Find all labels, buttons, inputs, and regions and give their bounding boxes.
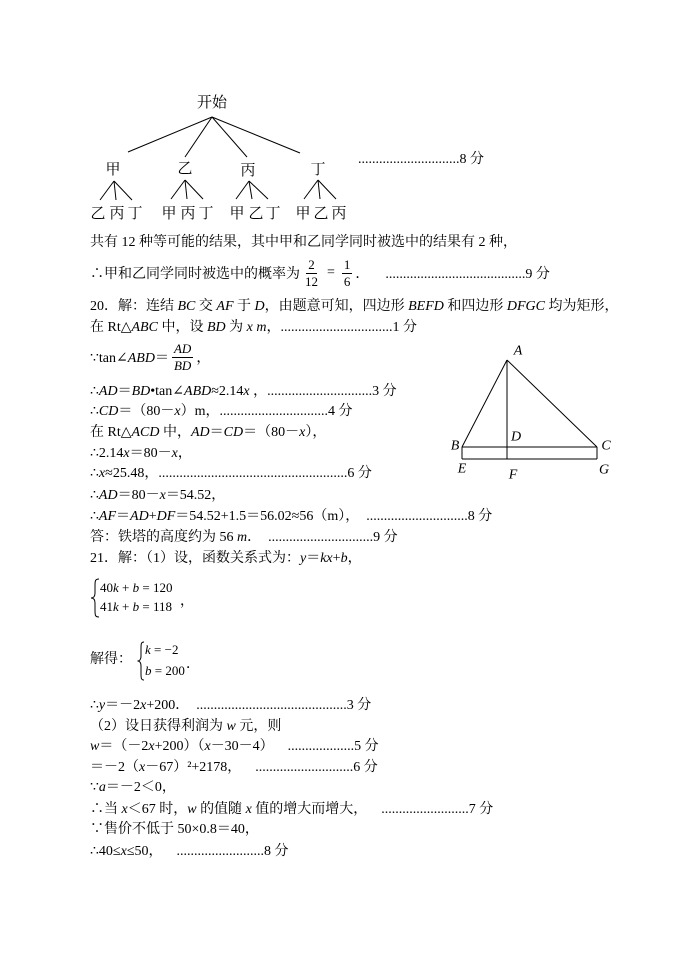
q20-af-value-line	[90, 507, 492, 527]
tree-edge-root-bing	[212, 117, 247, 157]
tree-leaf-label: 丙	[180, 206, 196, 222]
text-run: 21．解：（1）设，函数关系式为：	[90, 551, 300, 566]
fraction-denominator: 6	[343, 273, 351, 289]
text-run: +200）（	[154, 739, 205, 754]
tree-leaf-label: 甲	[161, 206, 177, 222]
q21-y-expression-line	[90, 696, 371, 716]
text-run: BD	[206, 320, 226, 335]
text-run: ∴	[90, 488, 99, 503]
fraction-denominator: 12	[305, 273, 318, 289]
point-label-a: A	[513, 343, 523, 359]
text-run: kx	[320, 551, 333, 566]
fraction-one-sixth	[342, 258, 353, 289]
tree-leaf-label: 丙	[109, 206, 125, 222]
text-run: 40	[100, 580, 113, 595]
text-run: （2）设日获得利润为	[90, 719, 227, 734]
text-run: ，	[177, 446, 192, 461]
text-run: 41	[100, 599, 113, 614]
point-label-g: G	[598, 462, 610, 478]
text-run: 在 Rt△	[90, 320, 132, 335]
text-run: ＝－2（	[90, 760, 139, 775]
point-label-c: C	[601, 438, 611, 454]
fraction-two-twelfths	[303, 258, 320, 289]
text-run: ≈2.14	[211, 384, 244, 399]
system-end: ，	[180, 594, 194, 609]
text-run: ≈25.48，......................................................6 分	[105, 466, 372, 481]
tree-edge-leaf	[318, 180, 320, 199]
text-run: ＝（80－	[243, 425, 300, 440]
text-run: 和四边形	[443, 299, 507, 314]
point-label-f: F	[508, 467, 518, 483]
text-run: w	[226, 719, 236, 734]
tree-leaf-label: 丁	[198, 206, 214, 222]
q20-equation-line	[90, 444, 192, 464]
text-run: ＝	[116, 509, 131, 524]
text-run: BEFD	[408, 299, 444, 314]
text-run: ＜67 时，	[127, 802, 188, 817]
text-run: ACD	[131, 425, 160, 440]
text-run: DF	[156, 509, 176, 524]
text-run: ＝－2＜0，	[105, 780, 176, 795]
text-run: x	[204, 739, 211, 754]
text-run: ABD	[127, 351, 155, 366]
text-run: b	[145, 663, 152, 678]
text-run: 均为矩形，	[545, 299, 619, 314]
tree-branch-label: 乙	[177, 161, 193, 177]
tree-leaf-label: 乙	[313, 206, 329, 222]
q20-cd-line	[90, 402, 352, 422]
text-run: k	[113, 580, 119, 595]
text-run: 为	[225, 320, 247, 335]
text-run: y	[300, 551, 307, 566]
tree-leaf-label: 甲	[295, 206, 311, 222]
text-run: 在 Rt△	[90, 425, 132, 440]
text-run: ∴当	[90, 802, 122, 817]
q20-answer-line	[90, 528, 398, 548]
text-run: ∴	[90, 509, 99, 524]
text-run: ABD	[184, 384, 212, 399]
tree-edge-leaf	[318, 180, 336, 199]
solution-brace	[137, 641, 145, 681]
q21-part2-line	[90, 717, 281, 737]
fraction-denominator: BD	[173, 357, 192, 373]
text-run: ∵	[90, 780, 99, 795]
text-run: ，................................1 分	[266, 320, 417, 335]
text-run: a	[98, 780, 106, 795]
text-run: +	[118, 599, 133, 614]
text-run: 答：铁塔的高度约为 56	[90, 530, 237, 545]
text-run: +	[332, 551, 341, 566]
equals-sign: =	[327, 265, 335, 280]
sentence-end: ，	[196, 351, 211, 366]
text-run: x	[123, 446, 130, 461]
text-run: 20．解：连结	[90, 299, 178, 314]
fraction-numerator: 1	[343, 256, 351, 272]
text-run: ∴	[90, 466, 99, 481]
tree-leaf-label: 乙	[90, 206, 106, 222]
text-run: D	[254, 299, 265, 314]
text-run: x	[121, 802, 128, 817]
text-run: x	[159, 488, 166, 503]
tree-branch-label: 甲	[105, 162, 121, 178]
tree-leaf-label: 乙	[248, 206, 264, 222]
tree-edge-leaf	[185, 180, 203, 199]
text-run: AD	[191, 425, 210, 440]
text-run: ≤50， .........................8 分	[126, 844, 289, 859]
brace-path	[91, 579, 99, 617]
text-run: DFGC	[506, 299, 546, 314]
text-run: ∴	[90, 404, 99, 419]
text-run: ． ..............................9 分	[247, 530, 398, 545]
text-run: ＝54.52，	[165, 488, 226, 503]
text-run: ∴2.14	[90, 446, 124, 461]
text-run: ＝	[117, 384, 132, 399]
text-run: 交	[195, 299, 217, 314]
text-run: x	[120, 844, 127, 859]
text-run: = −2	[150, 642, 179, 657]
text-run: x	[171, 446, 178, 461]
text-run: ∵tan∠	[90, 351, 128, 366]
point-label-d: D	[510, 429, 522, 445]
score-leader: ........................................9 分	[385, 267, 550, 282]
text-run: ＝54.52+1.5＝56.02≈56（m）， .............................8 分	[175, 509, 493, 524]
text-run: 中，	[159, 425, 191, 440]
tree-edge-leaf	[185, 180, 187, 199]
tree-edge-leaf	[304, 180, 318, 199]
text-run: = 200	[151, 663, 185, 678]
q21-w-vertex-line	[90, 758, 378, 778]
text-run: w	[187, 802, 197, 817]
sentence-end: ．	[355, 267, 370, 282]
tree-root-label: 开始	[196, 95, 228, 111]
text-run: y	[98, 698, 106, 713]
text-run: ＝	[306, 551, 321, 566]
text-run: +	[148, 509, 157, 524]
q21-increase-line	[90, 800, 493, 820]
text-run: x	[140, 698, 147, 713]
tree-leaf-label: 丁	[265, 206, 281, 222]
text-run: －30－4） ...................5 分	[210, 739, 379, 754]
text-run: AF	[98, 509, 117, 524]
tree-leaf-label: 丙	[331, 206, 347, 222]
text-run: ＝（－2	[99, 739, 149, 754]
solution-end: ．	[186, 657, 200, 672]
text-run: ABC	[131, 320, 158, 335]
text-run: b	[340, 551, 348, 566]
solution-equation-b	[145, 663, 185, 679]
system-equation-2	[100, 599, 172, 615]
q20-x-value-line	[90, 464, 372, 484]
text-run: ∴40≤	[90, 844, 121, 859]
tan-lead	[90, 347, 169, 367]
system-equation-1	[100, 580, 172, 596]
text-run: x	[245, 802, 252, 817]
solved-label: 解得：	[90, 652, 132, 667]
text-run: x	[98, 466, 106, 481]
text-run: ＝	[209, 425, 224, 440]
text-run: k	[113, 599, 119, 614]
text-run: x	[174, 404, 181, 419]
text-run: 于	[233, 299, 255, 314]
tree-branch-label: 丙	[240, 163, 256, 179]
text-run: ＝80－	[129, 446, 172, 461]
q20-intro-line	[90, 297, 619, 317]
text-run: •tan∠	[150, 384, 185, 399]
fraction-numerator: 2	[308, 256, 315, 272]
text-run: x	[299, 425, 306, 440]
text-run: －67）²+2178， ............................6 分	[145, 760, 378, 775]
text-run: CD	[223, 425, 244, 440]
text-run: = 120	[139, 580, 173, 595]
text-run: ∴	[90, 698, 99, 713]
text-run: b	[132, 580, 140, 595]
text-run: ），	[305, 425, 327, 440]
fraction-ad-over-bd	[172, 342, 193, 373]
tree-edge-root-ding	[212, 117, 300, 153]
q20-ad-value-line	[90, 486, 225, 506]
text-run: AD	[130, 509, 149, 524]
text-run: AD	[98, 384, 118, 399]
text-run: ，	[347, 551, 362, 566]
probability-line	[90, 255, 550, 291]
text-run: ＝	[154, 351, 169, 366]
q21-intro-line	[90, 549, 362, 569]
text-run: CD	[98, 404, 119, 419]
q21-range-line	[90, 842, 289, 862]
text-run: BC	[177, 299, 196, 314]
text-run: x	[148, 739, 155, 754]
tree-leaf-label: 丁	[127, 206, 143, 222]
tree-edge-root-jia	[128, 117, 212, 152]
text-run: +200． ...........................................3 分	[146, 698, 372, 713]
outcome-count-line: 共有 12 种等可能的结果，其中甲和乙同学同时被选中的结果有 2 种，	[90, 235, 517, 250]
text-run: ）m，...............................4 分	[180, 404, 353, 419]
text-run: BD	[131, 384, 151, 399]
tree-edge-leaf	[114, 181, 116, 200]
text-run: 元，则	[235, 719, 282, 734]
text-run: ＝（80－	[118, 404, 175, 419]
text-run: ，由题意可知，四边形	[264, 299, 409, 314]
q21-price-line: ∵售价不低于 50×0.8＝40，	[90, 822, 259, 837]
segment-ab	[462, 360, 507, 447]
text-run: k	[145, 642, 151, 657]
text-run: ，..............................3 分	[249, 384, 397, 399]
text-run: 值的增大而增大， .........................7 分	[251, 802, 494, 817]
solution-equation-k	[145, 642, 178, 658]
text-run: x	[139, 760, 146, 775]
text-run: = 118	[139, 599, 172, 614]
tree-score-leader: .............................8 分	[358, 152, 484, 167]
q20-tan-line	[90, 339, 210, 375]
q20-ad-line	[90, 382, 397, 402]
tower-geometry-figure	[440, 340, 620, 485]
text-run: x	[243, 384, 250, 399]
text-run: AD	[98, 488, 118, 503]
tree-edge-leaf	[100, 181, 114, 200]
q21-w-expression-line	[90, 737, 379, 757]
brace-path	[138, 642, 145, 680]
text-run: ＝80－	[117, 488, 160, 503]
text-run: ∴	[90, 384, 99, 399]
text-run: b	[132, 599, 140, 614]
q21-a-negative-line	[90, 778, 176, 798]
tree-edge-leaf	[114, 181, 132, 200]
text-run: m	[237, 530, 248, 545]
text-run: ＝－2	[105, 698, 141, 713]
tree-edge-leaf	[236, 181, 249, 199]
text-run: w	[90, 739, 100, 754]
q20-set-bd-line	[90, 318, 417, 338]
text-run: 的值随	[196, 802, 246, 817]
text-run: +	[118, 580, 133, 595]
point-label-e: E	[457, 461, 467, 477]
point-label-b: B	[450, 438, 460, 454]
fraction-numerator: AD	[173, 340, 192, 356]
text-run: x m	[246, 320, 267, 335]
text-run: 中，设	[157, 320, 207, 335]
text-run: AF	[216, 299, 234, 314]
tree-leaf-label: 甲	[229, 206, 245, 222]
probability-prefix: ∴甲和乙同学同时被选中的概率为	[90, 267, 300, 282]
tree-edge-leaf	[171, 180, 185, 199]
tree-branch-label: 丁	[310, 162, 326, 178]
q20-acd-line	[90, 423, 326, 443]
system-brace	[90, 578, 100, 618]
